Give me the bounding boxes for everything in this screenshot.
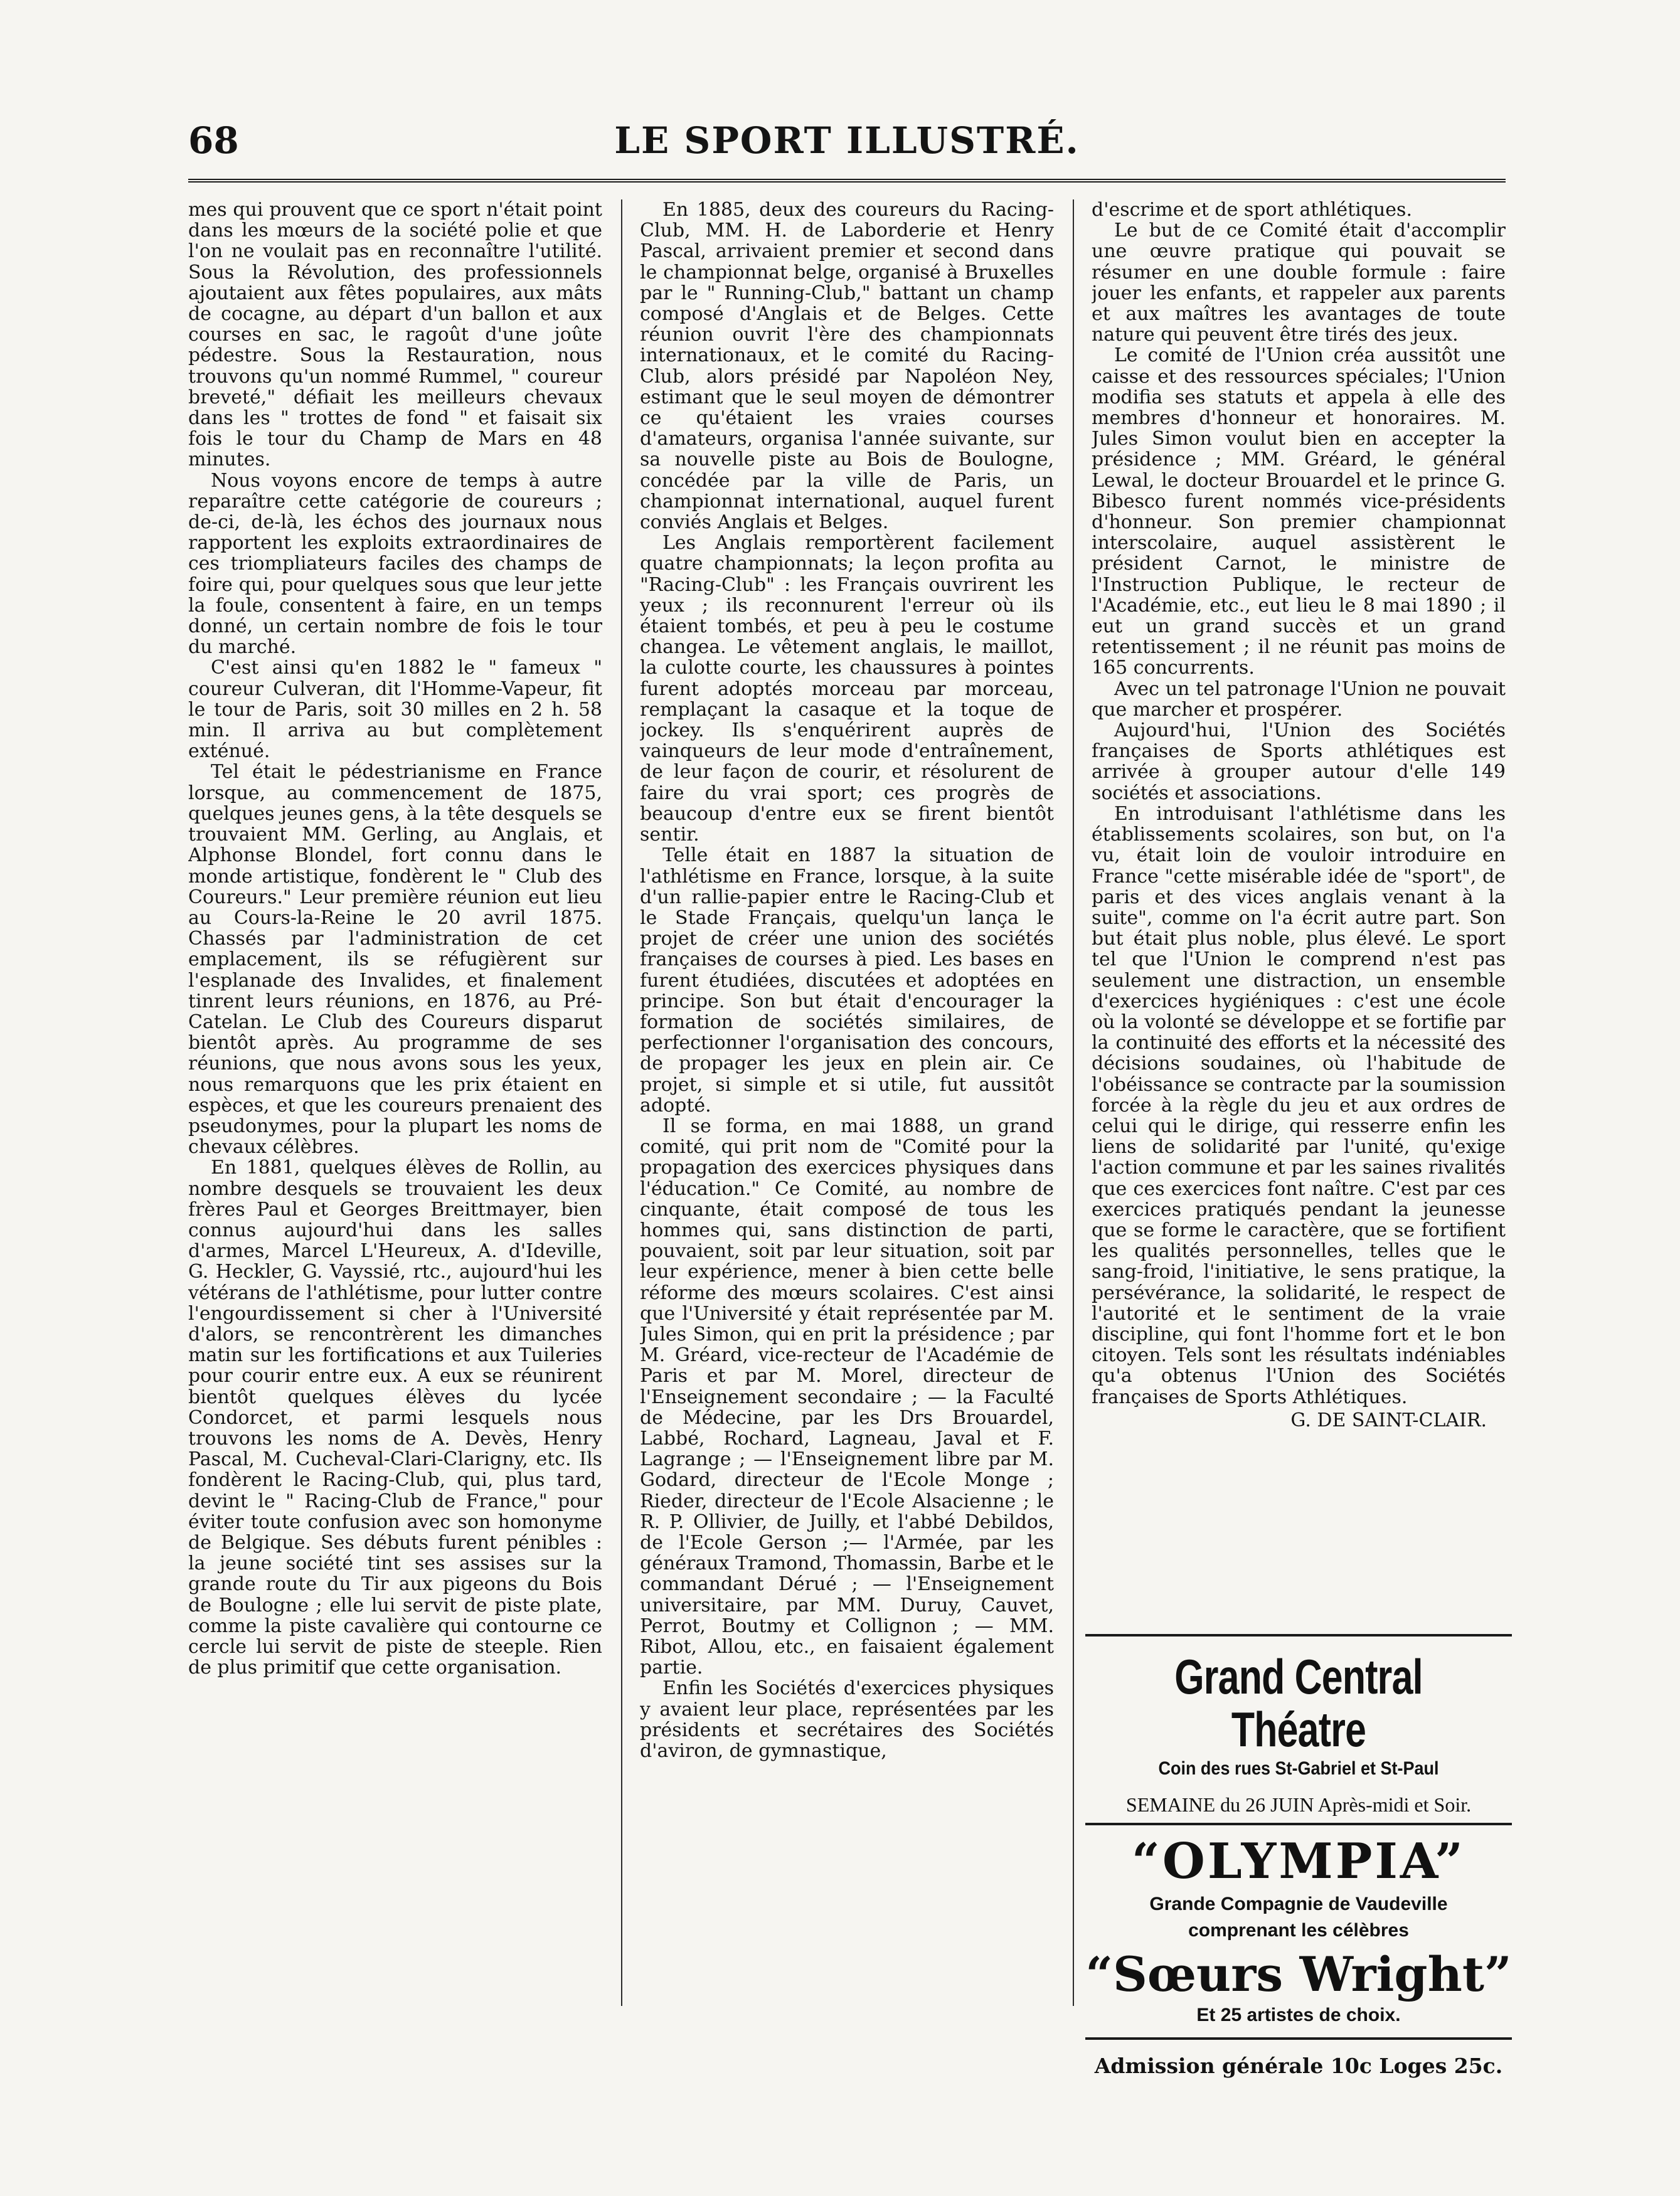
article-column-1 bbox=[188, 199, 602, 2006]
ad-title: Grand Central Théatre bbox=[1174, 1649, 1423, 1757]
masthead: LE SPORT ILLUSTRÉ. bbox=[614, 119, 1080, 162]
article-paragraph: Le but de ce Comité était d'accomplir une œuvre pratique qui pouvait se résumer en une double formule : faire jouer les enfants, et rappeler aux parents et aux maîtres les avantages de toute nature qui peuvent être tirés des jeux. bbox=[1092, 220, 1506, 346]
ad-company-sub: comprenant les célèbres bbox=[1188, 1920, 1409, 1941]
article-paragraph: Enfin les Sociétés d'exercices physiques y avaient leur place, représentées par les présidents et secrétaires des Sociétés d'aviron, de gymnastique, bbox=[640, 1677, 1054, 1763]
article-paragraph: d'escrime et de sport athlétiques. bbox=[1092, 199, 1412, 221]
page-number: 68 bbox=[188, 119, 239, 162]
article-paragraph: Tel était le pédestrianisme en France lorsque, au commencement de 1875, quelques jeunes gens, à la tête desquels se trouvaient MM. Gerling, au Anglais, et Alphonse Blondel, fort connu dans le monde artistique, fondèrent le " Club des Coureurs." Leur première réunion eut lieu au Cours-la-Reine le 20 avril 1875. Chassés par l'administration de cet emplacement, ils se réfugièrent sur l'esplanade des Invalides, et finalement tinrent leurs réunions, en 1876, au Pré-Catelan. Le Club des Coureurs disparut bientôt après. Au programme de ses réunions, que nous avons sous les yeux, nous remarquons que les prix étaient en espèces, et que les coureurs prenaient des pseudonymes, pour la plupart les noms de chevaux célèbres. bbox=[188, 761, 602, 1159]
ad-week: SEMAINE du 26 JUIN Après-midi et Soir. bbox=[1125, 1793, 1472, 1816]
article-paragraph: Il se forma, en mai 1888, un grand comité, qui prit nom de "Comité pour la propagation des exercices physiques dans l'éducation." Ce Comité, au nombre de cinquante, était composé de tous les hommes qui, sans distinction de parti, pouvaient, soit par leur situation, soit par leur expérience, mener à bien cette belle réforme des mœurs scolaires. C'est ainsi que l'Université y était représentée par M. Jules Simon, qui en prit la présidence ; par M. Gréard, vice-recteur de l'Académie de Paris et par M. Morel, directeur de l'Enseignement secondaire ; — la Faculté de Médecine, par les Drs Brouardel, Labbé, Rochard, Lagneau, Javal et F. Lagrange ; — l'Enseignement libre par M. Godard, directeur de l'Ecole Monge ; Rieder, directeur de l'Ecole Alsacienne ; le R. P. Ollivier, de Juilly, et l'abbé Debildos, de l'Ecole Gerson ;— l'Armée, par les généraux Tramond, Thomassin, Barbe et le commandant Dérué ; — l'Enseignement universitaire, par MM. Duruy, Cauvet, Perrot, Boutmy et Collignon ; — MM. Ribot, Allou, etc., en faisaient également partie. bbox=[640, 1115, 1054, 1679]
page-header bbox=[188, 119, 1506, 169]
ad-rule bbox=[1085, 2037, 1512, 2040]
article-paragraph: En 1885, deux des coureurs du Racing-Club, MM. H. de Laborderie et Henry Pascal, arrivaient premier et second dans le championnat belge, organisé à Bruxelles par le " Running-Club," battant un champ composé d'Anglais et de Belges. Cette réunion ouvrit l'ère des championnats internationaux, et le comité du Racing-Club, alors présidé par Napoléon Ney, estimant que le seul moyen de démontrer ce qu'étaient les vraies courses d'amateurs, organisa l'année suivante, sur sa nouvelle piste au Bois de Boulogne, concédée par la ville de Paris, un championnat international, auquel furent conviés Anglais et Belges. bbox=[640, 199, 1054, 534]
ad-feature: “Sœurs Wright” bbox=[1085, 1946, 1512, 2002]
ad-company: Grande Compagnie de Vaudeville bbox=[1149, 1894, 1448, 1914]
ad-rule bbox=[1085, 1634, 1512, 1636]
article-paragraph: C'est ainsi qu'en 1882 le " fameux " coureur Culveran, dit l'Homme-Vapeur, fit le tour de Paris, soit 30 milles en 2 h. 58 min. Il arriva au but complètement exténué. bbox=[188, 657, 602, 763]
theatre-advertisement bbox=[1085, 1634, 1512, 2078]
column-divider bbox=[1073, 199, 1074, 2006]
article-paragraph: Avec un tel patronage l'Union ne pouvait que marcher et prospérer. bbox=[1092, 677, 1506, 721]
column-divider bbox=[621, 199, 622, 2006]
ad-headliner: “OLYMPIA” bbox=[1132, 1833, 1465, 1890]
article-paragraph: Telle était en 1887 la situation de l'athlétisme en France, lorsque, à la suite d'un rallie-papier entre le Racing-Club et le Stade Français, quelqu'un lança le projet de créer une union des sociétés françaises de courses à pied. Les bases en furent étudiées, discutées et adoptées en principe. Son but était d'encourager la formation de sociétés similaires, de perfectionner l'organisation des concours, de propager les jeux en plein air. Ce projet, si simple et si utile, fut aussitôt adopté. bbox=[640, 844, 1054, 1117]
article-paragraph: Aujourd'hui, l'Union des Sociétés françaises de Sports athlétiques est arrivée à grouper autour d'elle 149 sociétés et associations. bbox=[1092, 719, 1506, 804]
header-rule bbox=[188, 179, 1506, 183]
article-column-3 bbox=[1092, 199, 1506, 1617]
article-paragraph: Le comité de l'Union créa aussitôt une caisse et des ressources spéciales; l'Union modifia ses statuts et appela à elle des membres d'honneur et honoraires. M. Jules Simon voulut bien en accepter la présidence ; MM. Gréard, le général Lewal, le docteur Brouardel et le prince G. Bibesco furent nommés vice-présidents d'honneur. Son premier championnat interscolaire, auquel assistèrent le président Carnot, le ministre de l'Instruction Publique, le recteur de l'Académie, etc., eut lieu le 8 mai 1890 ; il eut un grand succès et un grand retentissement ; il ne réunit pas moins de 165 concurrents. bbox=[1092, 344, 1506, 679]
ad-artists: Et 25 artistes de choix. bbox=[1196, 2005, 1401, 2025]
article-paragraph: En 1881, quelques élèves de Rollin, au nombre desquels se trouvaient les deux frères Paul et Georges Breittmayer, bien connus aujourd'hui dans les salles d'armes, Marcel L'Heureux, A. d'Ideville, G. Heckler, G. Vayssié, rtc., aujourd'hui les vétérans de l'athlétisme, pour lutter contre l'engourdissement si cher à l'Université d'alors, se rencontrèrent les dimanches matin sur les fortifications et aux Tuileries pour courir entre eux. A eux se réunirent bientôt quelques élèves du lycée Condorcet, et parmi lesquels nous trouvons les noms de A. Devès, Henry Pascal, M. Cucheval-Clari-Clarigny, etc. Ils fondèrent le Racing-Club, qui, plus tard, devint le " Racing-Club de France," pour éviter toute confusion avec son homonyme de Belgique. Ses débuts furent pénibles : la jeune société tint ses assises sur la grande route du Tir aux pigeons du Bois de Boulogne ; elle lui servit de piste plate, comme la piste cavalière qui contourne ce cercle lui servit de piste de steeple. Rien de plus primitif que cette organisation. bbox=[188, 1157, 602, 1679]
article-column-2 bbox=[640, 199, 1054, 2006]
author-signature: G. DE SAINT-CLAIR. bbox=[1290, 1409, 1487, 1431]
article-paragraph: Nous voyons encore de temps à autre reparaître cette catégorie de coureurs ; de-ci, de-là, les échos des journaux nous rapportent les exploits extraordinaires de ces triompliateurs faciles des champs de foire qui, pour quelques sous que leur jette la foule, consentent à faire, en un temps donné, un certain nombre de fois le tour du marché. bbox=[188, 469, 602, 659]
ad-admission: Admission générale 10c Loges 25c. bbox=[1094, 2054, 1503, 2078]
article-paragraph: En introduisant l'athlétisme dans les établissements scolaires, son but, on l'a vu, était loin de vouloir introduire en France "cette misérable idée de "sport", de paris et des vices anglais venant à la suite", comme on l'a écrit autre part. Son but était plus noble, plus élevé. Le sport tel que l'Union le comprend n'est pas seulement une distraction, un ensemble d'exercices hygiéniques : c'est une école où la volonté se développe et se fortifie par la continuité des efforts et la nécessité des décisions soudaines, où l'habitude de l'obéissance se contracte par la soumission forcée à la règle du jeu et aux ordres de celui qui le dirige, qui resserre enfin les liens de solidarité par l'unité, qu'exige l'action commune et par les saines rivalités que ces exercices font naître. C'est par ces exercices pratiqués pendant la jeunesse que se forme le caractère, que se fortifient les qualités personnelles, telles que le sang-froid, l'initiative, le sens pratique, la persévérance, la solidarité, le respect de l'autorité et le sentiment de la vraie discipline, qui font l'homme fort et le bon citoyen. Tels sont les résultats indéniables qu'a obtenus l'Union des Sociétés françaises de Sports Athlétiques. bbox=[1092, 802, 1506, 1408]
article-paragraph: mes qui prouvent que ce sport n'était point dans les mœurs de la société polie et que l'on ne voulait pas en reconnaître l'utilité. Sous la Révolution, des professionnels ajoutaient aux fêtes populaires, aux mâts de cocagne, au départ d'un ballon et aux courses en sac, le ragoût d'une joûte pédestre. Sous la Restauration, nous trouvons qu'un nommé Rummel, " coureur breveté," défiait les meilleurs chevaux dans les " trottes de fond " et faisait six fois le tour du Champ de Mars en 48 minutes. bbox=[188, 199, 602, 471]
ad-rule bbox=[1085, 1823, 1512, 1825]
ad-address: Coin des rues St-Gabriel et St-Paul bbox=[1158, 1758, 1439, 1779]
article-paragraph: Les Anglais remportèrent facilement quatre championnats; la leçon profita au "Racing-Club" : les Français ouvrirent les yeux ; ils reconnurent l'erreur où ils étaient tombés, et peu à peu le costume changea. Le vêtement anglais, le maillot, la culotte courte, les chaussures à pointes furent adoptés morceau par morceau, remplaçant la casaque et la toque de jockey. Ils s'enquérirent auprès de vainqueurs de leur mode d'entraînement, de leur façon de courir, et résolurent de faire du vrai sport; ces progrès de beaucoup d'entre eux se firent bientôt sentir. bbox=[640, 532, 1054, 846]
